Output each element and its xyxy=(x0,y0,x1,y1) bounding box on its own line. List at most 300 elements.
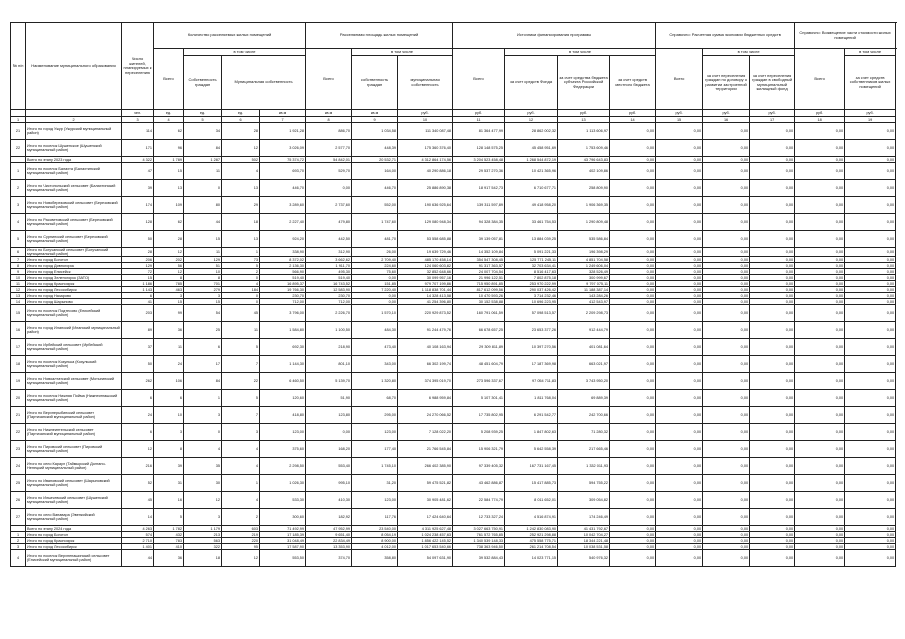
value-cell: 0,00 xyxy=(610,526,656,532)
value-cell: 0,00 xyxy=(610,532,656,538)
table-row xyxy=(11,231,896,248)
value-cell: 0,00 xyxy=(703,475,750,492)
value-cell: 36 xyxy=(154,322,184,339)
value-cell: 540 976,32 xyxy=(558,550,610,567)
value-cell: 171 xyxy=(122,140,154,157)
value-cell: 28 xyxy=(154,231,184,248)
value-cell: 1 026,30 xyxy=(260,475,306,492)
value-cell: 1 113 606,97 xyxy=(558,123,610,140)
value-cell: 28 862 002,32 xyxy=(505,123,558,140)
value-cell: 0,00 xyxy=(845,231,896,248)
value-cell: 5 091 221,33 xyxy=(505,248,558,257)
value-cell: 1 118 838 701,44 xyxy=(398,287,453,293)
value-cell: 4 322 xyxy=(122,157,154,163)
value-cell: 4 311 925 627,48 xyxy=(398,526,453,532)
value-cell: 0,00 xyxy=(750,538,795,544)
value-cell: 0,00 xyxy=(703,509,750,526)
header-fin-total: Всего xyxy=(453,49,505,110)
value-cell: 168,20 xyxy=(306,441,352,458)
value-cell: 91 317 363,57 xyxy=(453,263,505,269)
header-area-owned: собственность граждан xyxy=(352,56,398,110)
row-number: 1 xyxy=(11,163,26,180)
value-cell: 0,00 xyxy=(656,407,703,424)
municipality-name: Итого по Ильичевский сельсовет (Шушенский муниципальный район) xyxy=(26,492,122,509)
value-cell: 0,00 xyxy=(750,293,795,299)
value-cell: 6 xyxy=(122,390,154,407)
units-row-cell: кв.м xyxy=(306,110,352,117)
row-number: 5 xyxy=(11,231,26,248)
value-cell: 0,00 xyxy=(845,492,896,509)
value-cell: 0,00 xyxy=(610,248,656,257)
units-row xyxy=(11,110,896,117)
value-cell: 12 xyxy=(184,492,222,509)
value-cell: 0,00 xyxy=(750,356,795,373)
value-cell: 0,00 xyxy=(656,550,703,567)
column-number-row-cell: 17 xyxy=(750,117,795,123)
value-cell: 6 xyxy=(122,424,154,441)
value-cell: 2 298,50 xyxy=(260,458,306,475)
value-cell: 3 xyxy=(184,509,222,526)
value-cell: 0,00 xyxy=(703,269,750,275)
value-cell: 0,00 xyxy=(610,538,656,544)
header-qty-group: Количество расселяемых жилых помещений xyxy=(154,23,306,49)
municipality-name: Итого по город Красноярск xyxy=(26,538,122,544)
municipality-name: Итого по Верхнерыбинский сельсовет (Партизанский муниципальный район) xyxy=(26,407,122,424)
value-cell: 99 xyxy=(154,305,184,322)
table-row xyxy=(11,441,896,458)
value-cell: 258 809,90 xyxy=(558,180,610,197)
value-cell: 0,00 xyxy=(703,492,750,509)
value-cell: 31 048,49 xyxy=(260,538,306,544)
value-cell: 0,00 xyxy=(795,538,845,544)
row-number: 2 xyxy=(11,180,26,197)
value-cell: 20 532,71 xyxy=(352,157,398,163)
municipality-name: Итого по город Боготол xyxy=(26,532,122,538)
header-ref2-total: Всего xyxy=(795,49,845,110)
value-cell: 0,00 xyxy=(795,263,845,269)
value-cell: 217 665,46 xyxy=(558,441,610,458)
value-cell: 574 xyxy=(122,532,154,538)
value-cell: 0,00 xyxy=(750,441,795,458)
value-cell: 0,00 xyxy=(610,163,656,180)
value-cell: 1 290 809,48 xyxy=(558,214,610,231)
value-cell: 71 280,32 xyxy=(558,424,610,441)
value-cell: 11 xyxy=(184,163,222,180)
value-cell: 17 xyxy=(184,356,222,373)
value-cell: 7 128 022,20 xyxy=(398,424,453,441)
value-cell: 13 xyxy=(154,180,184,197)
value-cell: 1 100,50 xyxy=(306,322,352,339)
value-cell: 801,10 xyxy=(306,356,352,373)
value-cell: 96 xyxy=(154,140,184,157)
value-cell: 3 xyxy=(154,424,184,441)
value-cell: 0,00 xyxy=(610,263,656,269)
units-row-cell: руб. xyxy=(453,110,505,117)
value-cell: 0,00 xyxy=(610,269,656,275)
value-cell: 0,00 xyxy=(795,281,845,287)
value-cell: 41 254 396,80 xyxy=(398,299,453,305)
value-cell: 1 340 539 148,33 xyxy=(453,538,505,544)
value-cell: 0,00 xyxy=(750,275,795,281)
value-cell: 196 398,29 xyxy=(558,248,610,257)
value-cell: 39 xyxy=(122,180,154,197)
units-row-cell: ед. xyxy=(222,110,260,117)
value-cell: 40 108 163,94 xyxy=(398,339,453,356)
value-cell: 22 584 774,79 xyxy=(453,492,505,509)
value-cell: 0,00 xyxy=(703,322,750,339)
value-cell: 1 179 xyxy=(184,526,222,532)
header-comp1: за счет средств собственников жилых помещений xyxy=(845,56,896,110)
header-ref1-incl: в том числе xyxy=(703,49,795,56)
value-cell: 0,00 xyxy=(703,356,750,373)
table-row xyxy=(11,248,896,257)
value-cell: 475 558 775,71 xyxy=(505,538,558,544)
value-cell: 0,00 xyxy=(656,322,703,339)
value-cell: 10 421 365,96 xyxy=(505,163,558,180)
value-cell: 15 xyxy=(154,163,184,180)
value-cell: 29 537 270,36 xyxy=(453,163,505,180)
value-cell: 10 397 270,56 xyxy=(505,339,558,356)
value-cell: 0,00 xyxy=(703,275,750,281)
value-cell: 123,00 xyxy=(352,424,398,441)
row-number: 4 xyxy=(11,214,26,231)
units-row-cell: руб. xyxy=(398,110,453,117)
column-number-row-cell: 10 xyxy=(398,117,453,123)
value-cell: 0,00 xyxy=(750,305,795,322)
column-number-row-cell: 1 xyxy=(11,117,26,123)
value-cell: 0,00 xyxy=(795,526,845,532)
value-cell: 36 xyxy=(154,550,184,567)
value-cell: 4 xyxy=(222,441,260,458)
value-cell: 817 612 099,56 xyxy=(453,287,505,293)
value-cell: 3 xyxy=(154,293,184,299)
value-cell: 0,00 xyxy=(656,492,703,509)
table-row xyxy=(11,197,896,214)
row-number: 25 xyxy=(11,475,26,492)
value-cell: 0,00 xyxy=(750,544,795,550)
value-cell: 0,00 xyxy=(306,180,352,197)
value-cell: 473,40 xyxy=(352,339,398,356)
value-cell: 354 547 308,45 xyxy=(453,257,505,263)
value-cell: 128 xyxy=(122,214,154,231)
value-cell: 495,30 xyxy=(306,269,352,275)
value-cell: 25 886 890,38 xyxy=(398,180,453,197)
table-body xyxy=(11,110,896,567)
column-number-row-cell: 3 xyxy=(122,117,154,123)
value-cell: 203 xyxy=(122,305,154,322)
value-cell: 12 xyxy=(122,441,154,458)
value-cell: 295,00 xyxy=(352,407,398,424)
value-cell: 1 584,80 xyxy=(260,322,306,339)
value-cell: 0,00 xyxy=(703,263,750,269)
value-cell: 0,00 xyxy=(795,441,845,458)
value-cell: 262 xyxy=(122,373,154,390)
value-cell: 0,00 xyxy=(750,214,795,231)
municipality-name: Итого по город Красноярск xyxy=(26,281,122,287)
value-cell: 0,00 xyxy=(795,356,845,373)
value-cell: 0,00 xyxy=(703,407,750,424)
value-cell: 175 360 376,40 xyxy=(398,140,453,157)
value-cell: 31 xyxy=(154,475,184,492)
row-number: 3 xyxy=(11,197,26,214)
value-cell: 0,00 xyxy=(656,475,703,492)
value-cell: 12 583,90 xyxy=(306,287,352,293)
value-cell: 18 344 221,48 xyxy=(558,538,610,544)
value-cell: 300 999,67 xyxy=(558,275,610,281)
municipality-name: Итого по поселок Балахта (Балахтинский муниципальный район) xyxy=(26,163,122,180)
municipality-name: Итого по город Боготол xyxy=(26,257,122,263)
value-cell: 9 651,40 xyxy=(306,532,352,538)
value-cell: 0,00 xyxy=(703,231,750,248)
value-cell: 41 431 792,67 xyxy=(558,526,610,532)
header-fund: за счет средств Фонда xyxy=(505,56,558,110)
value-cell: 8 054,19 xyxy=(352,532,398,538)
value-cell: 10 xyxy=(184,269,222,275)
value-cell: 374 395 019,70 xyxy=(398,373,453,390)
row-number: 20 xyxy=(11,390,26,407)
value-cell: 0,00 xyxy=(703,305,750,322)
value-cell: 0,00 xyxy=(610,424,656,441)
value-cell: 1 789 xyxy=(154,157,184,163)
value-cell: 0,00 xyxy=(795,424,845,441)
value-cell: 15 xyxy=(122,275,154,281)
value-cell: 230,70 xyxy=(306,293,352,299)
value-cell: 0,00 xyxy=(610,299,656,305)
value-cell: 8 xyxy=(184,275,222,281)
value-cell: 0,00 xyxy=(703,544,750,550)
value-cell: 0,00 xyxy=(845,441,896,458)
value-cell: 0,00 xyxy=(703,157,750,163)
value-cell: 242 700,66 xyxy=(558,407,610,424)
value-cell: 0,00 xyxy=(656,305,703,322)
municipality-name: Итого по Ирбейский сельсовет (Ирбейский муниципальный район) xyxy=(26,339,122,356)
header-num: № п/п xyxy=(11,23,26,110)
value-cell: 3 204 523 458,48 xyxy=(453,157,505,163)
value-cell: 202 xyxy=(154,257,184,263)
header-fin-incl: в том числе xyxy=(505,49,656,56)
value-cell: 0,00 xyxy=(703,163,750,180)
value-cell: 0 xyxy=(184,180,222,197)
value-cell: 18 917 542,73 xyxy=(453,180,505,197)
row-number: 17 xyxy=(11,339,26,356)
value-cell: 0,00 xyxy=(703,123,750,140)
municipality-name: Итого по Ивановский сельсовет (Шарыповский муниципальный район) xyxy=(26,475,122,492)
value-cell: 117,76 xyxy=(352,509,398,526)
value-cell: 32 703 634,41 xyxy=(505,263,558,269)
value-cell: 7 xyxy=(222,356,260,373)
value-cell: 1 747,60 xyxy=(352,214,398,231)
value-cell: 0,00 xyxy=(703,532,750,538)
value-cell: 3 xyxy=(184,407,222,424)
value-cell: 0,00 xyxy=(845,526,896,532)
value-cell: 6 710 677,71 xyxy=(505,180,558,197)
value-cell: 10 038 531,58 xyxy=(558,544,610,550)
value-cell: 59 475 521,82 xyxy=(398,475,453,492)
value-cell: 0,00 xyxy=(750,550,795,567)
value-cell: 12 xyxy=(154,248,184,257)
value-cell: 0,00 xyxy=(610,231,656,248)
value-cell: 0,00 xyxy=(750,140,795,157)
value-cell: 0,00 xyxy=(656,269,703,275)
value-cell: 0,00 xyxy=(795,550,845,567)
value-cell: 4 263 xyxy=(122,526,154,532)
value-cell: 410 xyxy=(154,544,184,550)
value-cell: 0,00 xyxy=(845,322,896,339)
value-cell: 0,00 xyxy=(656,281,703,287)
value-cell: 13 353,90 xyxy=(306,544,352,550)
value-cell: 0,00 xyxy=(845,475,896,492)
column-number-row-cell: 11 xyxy=(453,117,505,123)
value-cell: 111 340 087,48 xyxy=(398,123,453,140)
value-cell: 97 339 405,32 xyxy=(453,458,505,475)
value-cell: 0,00 xyxy=(610,550,656,567)
value-cell: 3 027 663 750,91 xyxy=(453,526,505,532)
value-cell: 0,00 xyxy=(610,257,656,263)
value-cell: 26,00 xyxy=(352,248,398,257)
row-number: 15 xyxy=(11,305,26,322)
units-row-cell: руб. xyxy=(656,110,703,117)
header-qty-incl: в том числе xyxy=(184,49,306,56)
value-cell: 338,90 xyxy=(260,248,306,257)
value-cell: 143 284,26 xyxy=(558,293,610,299)
header-area-municipal: муниципальная собственность xyxy=(398,56,453,110)
value-cell: 0,00 xyxy=(795,544,845,550)
value-cell: 94 328 384,35 xyxy=(453,214,505,231)
header-area-incl: в том числе xyxy=(352,49,453,56)
row-number: 10 xyxy=(11,275,26,281)
value-cell: 0 xyxy=(222,275,260,281)
value-cell: 0,00 xyxy=(795,532,845,538)
value-cell: 0,00 xyxy=(610,458,656,475)
value-cell: 216 xyxy=(122,458,154,475)
units-row-cell: руб. xyxy=(750,110,795,117)
column-number-row-cell: 19 xyxy=(845,117,896,123)
value-cell: 6 460,50 xyxy=(260,373,306,390)
value-cell: 0,00 xyxy=(795,231,845,248)
value-cell: 0,00 xyxy=(352,299,398,305)
header-eco1: за счет переселения граждан по договору о развитии застроенной территории xyxy=(703,56,750,110)
value-cell: 52 xyxy=(122,475,154,492)
value-cell: 563 xyxy=(184,538,222,544)
municipality-name: Итого по поселок Подтесово (Енисейский муниципальный район) xyxy=(26,305,122,322)
value-cell: 2 710 xyxy=(122,538,154,544)
value-cell: 4 xyxy=(184,441,222,458)
value-cell: 375,60 xyxy=(260,441,306,458)
value-cell: 0,00 xyxy=(750,257,795,263)
value-cell: 1 034,58 xyxy=(352,123,398,140)
value-cell: 343,00 xyxy=(352,356,398,373)
value-cell: 0,00 xyxy=(750,263,795,269)
value-cell: 129 080 948,34 xyxy=(398,214,453,231)
value-cell: 0,00 xyxy=(795,157,845,163)
row-number: 16 xyxy=(11,322,26,339)
value-cell: 5 xyxy=(222,263,260,269)
value-cell: 2 136,30 xyxy=(260,263,306,269)
table-row xyxy=(11,322,896,339)
column-number-row-cell: 15 xyxy=(656,117,703,123)
value-cell: 220 929 873,52 xyxy=(398,305,453,322)
value-cell: 120,60 xyxy=(260,390,306,407)
value-cell: 11 xyxy=(154,339,184,356)
value-cell: 0,00 xyxy=(656,532,703,538)
row-number: 2 xyxy=(11,538,26,544)
municipality-name: Итого по город Иланский (Иланский муниципальный район) xyxy=(26,322,122,339)
value-cell: 3 xyxy=(184,293,222,299)
value-cell: 45 xyxy=(222,305,260,322)
value-cell: 566,90 xyxy=(260,269,306,275)
value-cell: 0,00 xyxy=(845,214,896,231)
value-cell: 151,85 xyxy=(352,281,398,287)
value-cell: 0,00 xyxy=(703,140,750,157)
value-cell: 432 xyxy=(154,532,184,538)
value-cell: 1 143 xyxy=(122,287,154,293)
column-number-row-cell: 2 xyxy=(26,117,122,123)
value-cell: 1 249 606,04 xyxy=(558,263,610,269)
value-cell: 23 540,00 xyxy=(352,526,398,532)
municipality-name: Итого по Новоберезовский сельсовет (Березовский муниципальный район) xyxy=(26,197,122,214)
value-cell: 124 060 603,82 xyxy=(398,263,453,269)
table-row xyxy=(11,339,896,356)
table-row xyxy=(11,163,896,180)
value-cell: 48 451 604,79 xyxy=(453,356,505,373)
header-residents: Число жителей, планируемых к переселению xyxy=(122,23,154,110)
value-cell: 5 xyxy=(222,339,260,356)
value-cell: 2 xyxy=(222,269,260,275)
value-cell: 41 xyxy=(122,299,154,305)
value-cell: 0,00 xyxy=(656,293,703,299)
value-cell: 0,00 xyxy=(656,538,703,544)
value-cell: 89 xyxy=(122,322,154,339)
value-cell: 6 988 959,84 xyxy=(398,390,453,407)
value-cell: 0,00 xyxy=(845,123,896,140)
municipality-name: Итого по город Ужур (Ужурский муниципальный район) xyxy=(26,123,122,140)
column-number-row-cell: 7 xyxy=(260,117,306,123)
value-cell: 328 526,49 xyxy=(558,269,610,275)
value-cell: 37 xyxy=(122,339,154,356)
header-fin-group: Источники финансирования программы xyxy=(453,23,656,49)
value-cell: 463 xyxy=(154,287,184,293)
value-cell: 1 xyxy=(222,475,260,492)
row-number: 7 xyxy=(11,257,26,263)
units-row-cell: кв.м xyxy=(260,110,306,117)
row-number: 18 xyxy=(11,356,26,373)
value-cell: 0,00 xyxy=(795,390,845,407)
value-cell: 594 755,22 xyxy=(558,475,610,492)
table-row xyxy=(11,458,896,475)
units-row-cell xyxy=(11,110,26,117)
value-cell: 3 796,00 xyxy=(260,305,306,322)
value-cell: 0,00 xyxy=(795,509,845,526)
value-cell: 0,00 xyxy=(795,305,845,322)
value-cell: 0,00 xyxy=(703,299,750,305)
value-cell: 0,00 xyxy=(845,356,896,373)
value-cell: 0,00 xyxy=(610,441,656,458)
value-cell: 418,80 xyxy=(260,407,306,424)
municipality-name: Итого по город Назарово xyxy=(26,293,122,299)
units-row-cell: ед. xyxy=(154,110,184,117)
value-cell: 253 970 222,99 xyxy=(505,281,558,287)
value-cell: 0,00 xyxy=(610,281,656,287)
municipality-name: Итого по город Зеленогорск (ЗАТО) xyxy=(26,275,122,281)
value-cell: 0,00 xyxy=(703,441,750,458)
value-cell: 0,00 xyxy=(656,287,703,293)
value-cell: 0,00 xyxy=(750,281,795,287)
value-cell: 114 xyxy=(122,123,154,140)
value-cell: 4 312 864 174,56 xyxy=(398,157,453,163)
value-cell: 174 xyxy=(122,197,154,214)
table-row xyxy=(11,475,896,492)
value-cell: 2 226,70 xyxy=(306,305,352,322)
